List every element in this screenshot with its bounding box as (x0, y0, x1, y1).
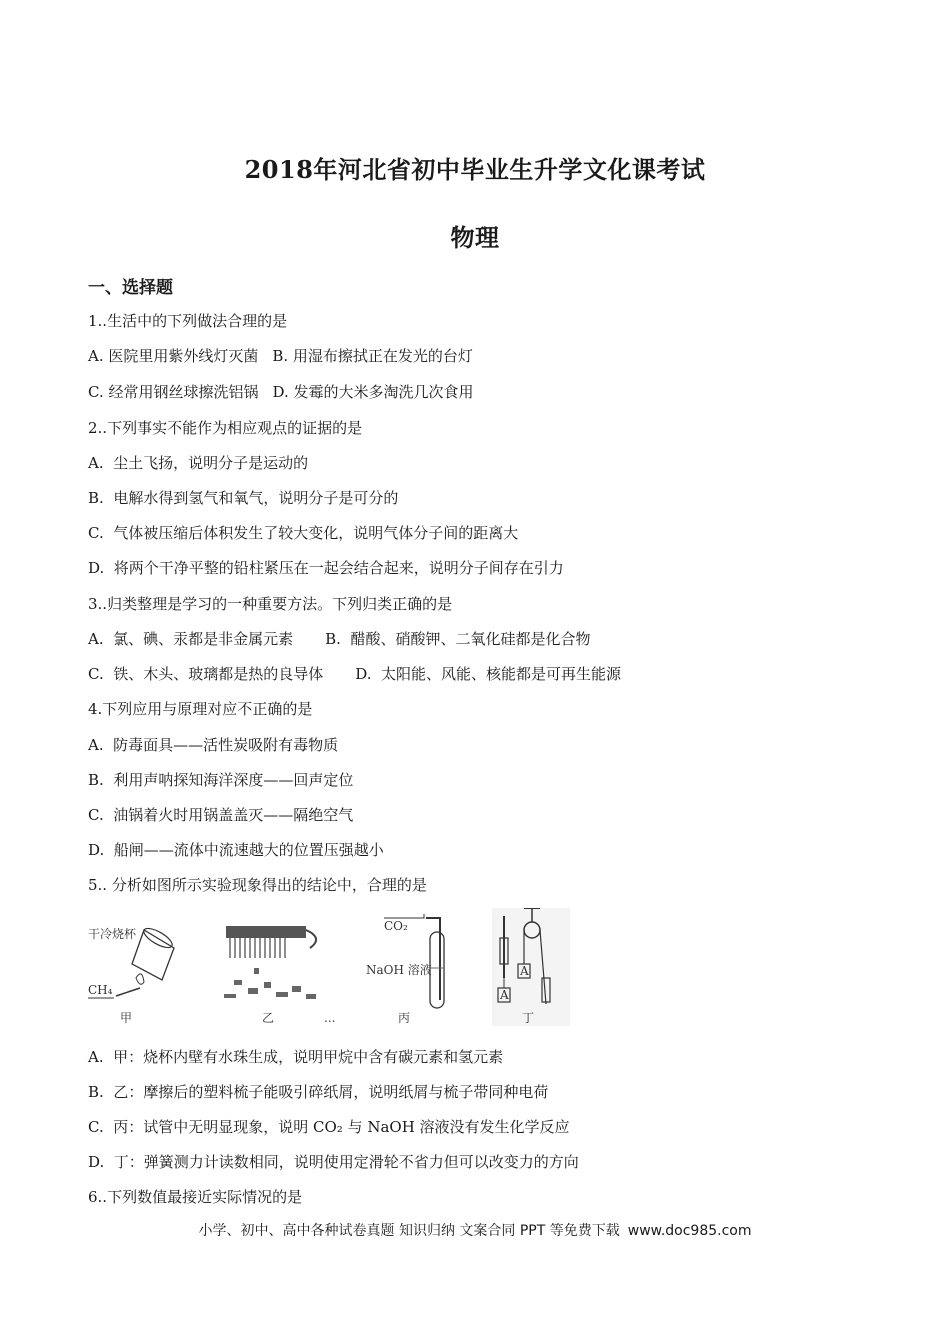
question-3-row-2 (88, 663, 621, 685)
page-footer (0, 1220, 950, 1240)
co2-label: CO₂ (384, 919, 408, 933)
label-bing: 丙 (398, 1011, 411, 1025)
option-b: B. 用湿布擦拭正在发光的台灯 (272, 347, 473, 365)
option-d: D. 太阳能、风能、核能都是可再生能源 (355, 665, 622, 683)
gas-label: CH₄ (88, 983, 113, 997)
option-c: C. 铁、木头、玻璃都是热的良导体 (88, 665, 324, 683)
question-4-option-c: C. 油锅着火时用锅盖盖灭——隔绝空气 (88, 806, 354, 824)
figure-ding (492, 908, 570, 1026)
question-2-option-b: B. 电解水得到氢气和氧气，说明分子是可分的 (88, 489, 399, 507)
question-3-row-1 (88, 628, 590, 650)
option-a: A. 医院里用紫外线灯灭菌 (88, 347, 259, 365)
question-4-option-a: A. 防毒面具——活性炭吸附有毒物质 (88, 736, 339, 754)
question-4-option-b: B. 利用声呐探知海洋深度——回声定位 (88, 771, 354, 789)
label-yi: 乙 (262, 1011, 275, 1025)
label-ding: 丁 (522, 1011, 535, 1025)
question-6-stem: 6..下列数值最接近实际情况的是 (88, 1188, 303, 1206)
ellipsis: ... (324, 1011, 336, 1025)
question-1-row-2 (88, 381, 474, 403)
question-5-option-c: C. 丙：试管中无明显现象，说明 CO₂ 与 NaOH 溶液没有发生化学反应 (88, 1118, 570, 1136)
question-2-option-d: D. 将两个干净平整的铅柱紧压在一起会结合起来，说明分子间存在引力 (88, 559, 564, 577)
solution-label: NaOH 溶液 (366, 963, 432, 977)
weight-label-left: A (500, 988, 509, 1002)
option-d: D. 发霉的大米多淘洗几次食用 (272, 383, 474, 401)
question-5-option-a: A. 甲：烧杯内壁有水珠生成，说明甲烷中含有碳元素和氢元素 (88, 1048, 504, 1066)
question-5-stem: 5.. 分析如图所示实验现象得出的结论中，合理的是 (88, 876, 427, 894)
question-2-option-c: C. 气体被压缩后体积发生了较大变化，说明气体分子间的距离大 (88, 524, 519, 542)
question-5-option-d: D. 丁：弹簧测力计读数相同，说明使用定滑轮不省力但可以改变力的方向 (88, 1153, 579, 1171)
question-3-stem: 3..归类整理是学习的一种重要方法。下列归类正确的是 (88, 595, 453, 613)
question-1-row-1 (88, 345, 473, 367)
option-a: A. 氯、碘、汞都是非金属元素 (88, 630, 294, 648)
page-title: 2018年河北省初中毕业生升学文化课考试 (244, 155, 706, 184)
question-5-option-b: B. 乙：摩擦后的塑料梳子能吸引碎纸屑，说明纸屑与梳子带同种电荷 (88, 1083, 549, 1101)
footer-text: 小学、初中、高中各种试卷真题 知识归纳 文案合同 PPT 等免费下载 (198, 1223, 620, 1239)
question-1-stem: 1..生活中的下列做法合理的是 (88, 312, 288, 330)
beaker-label: 干冷烧杯 (88, 927, 137, 941)
footer-url[interactable]: www.doc985.com (627, 1223, 752, 1239)
question-4-stem: 4.下列应用与原理对应不正确的是 (88, 700, 313, 718)
label-jia: 甲 (120, 1011, 133, 1025)
option-c: C. 经常用钢丝球擦洗铝锅 (88, 383, 259, 401)
subject-title: 物理 (450, 223, 500, 252)
question-2-option-a: A. 尘土飞扬，说明分子是运动的 (88, 454, 309, 472)
question-4-option-d: D. 船闸——流体中流速越大的位置压强越小 (88, 841, 384, 859)
section-heading: 一、选择题 (88, 278, 173, 298)
question-2-stem: 2..下列事实不能作为相应观点的证据的是 (88, 419, 363, 437)
experiment-figure (84, 908, 574, 1028)
option-b: B. 醋酸、硝酸钾、二氧化硅都是化合物 (325, 630, 591, 648)
weight-label-right: A (520, 964, 529, 978)
